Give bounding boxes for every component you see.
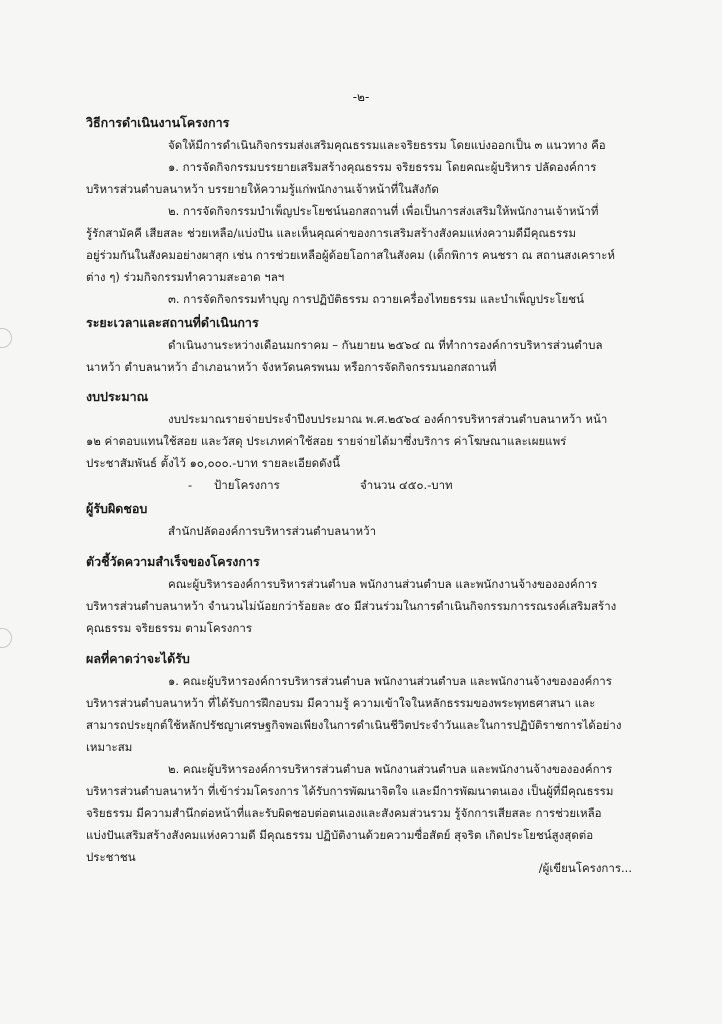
paragraph-line: ต่าง ๆ) ร่วมกิจกรรมทำความสะอาด ฯลฯ — [86, 270, 285, 284]
paragraph-line: สำนักปลัดองค์การบริหารส่วนตำบลนาหว้า — [168, 524, 377, 538]
paragraph-line: บริหารส่วนตำบลนาหว้า ที่ได้รับการฝึกอบรม มีความรู้ ความเข้าใจในหลักธรรมของพระพุทธศาสนา และ — [86, 696, 596, 710]
paragraph-line: นาหว้า ตำบลนาหว้า อำเภอนาหว้า จังหวัดนครพนม หรือการจัดกิจกรรมนอกสถานที่ — [86, 360, 497, 374]
paragraph-line: ๑. การจัดกิจกรรมบรรยายเสริมสร้างคุณธรรม จริยธรรม โดยคณะผู้บริหาร ปลัดองค์การ — [168, 160, 597, 174]
paragraph-line: งบประมาณรายจ่ายประจำปีงบประมาณ พ.ศ.๒๕๖๔ องค์การบริหารส่วนตำบลนาหว้า หน้า — [168, 412, 608, 426]
section-responsible — [86, 498, 676, 542]
section-heading: ตัวชี้วัดความสำเร็จของโครงการ — [86, 554, 260, 569]
paragraph-line: จริยธรรม มีความสำนึกต่อหน้าที่และรับผิดชอบต่อตนเองและสังคมส่วนรวม รู้จักการเสียสละ การช่วยเหลือ — [86, 806, 602, 820]
punch-hole-mark — [0, 628, 12, 648]
budget-item — [86, 474, 676, 496]
paragraph-line: บริหารส่วนตำบลนาหว้า บรรยายให้ความรู้แก่พนักงานเจ้าหน้าที่ในสังกัด — [86, 182, 439, 196]
paragraph-line: ๓. การจัดกิจกรรมทำบุญ การปฏิบัติธรรม ถวายเครื่องไทยธรรม และบำเพ็ญประโยชน์ — [168, 292, 584, 306]
paragraph-line: ประชาสัมพันธ์ ตั้งไว้ ๑๐,๐๐๐.-บาท รายละเอียดดังนี้ — [86, 456, 341, 470]
continuation-note: /ผู้เขียนโครงการ... — [538, 861, 632, 875]
paragraph-line: จัดให้มีการดำเนินกิจกรรมส่งเสริมคุณธรรมและจริยธรรม โดยแบ่งออกเป็น ๓ แนวทาง คือ — [168, 138, 606, 152]
section-methods — [86, 112, 676, 310]
paragraph-line: เหมาะสม — [86, 740, 133, 754]
section-heading: วิธีการดำเนินงานโครงการ — [86, 115, 230, 130]
section-budget — [86, 386, 676, 496]
section-expected-results — [86, 648, 676, 868]
paragraph-line: บริหารส่วนตำบลนาหว้า จำนวนไม่น้อยกว่าร้อยละ ๕๐ มีส่วนร่วมในการดำเนินกิจกรรมการรณรงค์เสริมสร้าง — [86, 599, 617, 613]
paragraph-line: ดำเนินงานระหว่างเดือนมกราคม – กันยายน ๒๕๖๔ ณ ที่ทำการองค์การบริหารส่วนตำบล — [168, 338, 603, 352]
paragraph-line: คณะผู้บริหารองค์การบริหารส่วนตำบล พนักงานส่วนตำบล และพนักงานจ้างขององค์การ — [168, 577, 598, 591]
paragraph-line: ๒. คณะผู้บริหารองค์การบริหารส่วนตำบล พนักงานส่วนตำบล และพนักงานจ้างขององค์การ — [168, 762, 613, 776]
section-indicators — [86, 551, 676, 639]
budget-item-dash: - — [188, 478, 193, 492]
paragraph-line: อยู่ร่วมกันในสังคมอย่างผาสุก เช่น การช่วยเหลือผู้ด้อยโอกาสในสังคม (เด็กพิการ คนชรา ณ สถานสงเคราะห์ — [86, 248, 615, 262]
paragraph-line: รู้รักสามัคคี เสียสละ ช่วยเหลือ/แบ่งปัน และเห็นคุณค่าของการเสริมสร้างสังคมแห่งความดีมีคุณธรรม — [86, 226, 577, 240]
paragraph-line: ประชาชน — [86, 850, 136, 864]
paragraph-line: ๑๒ ค่าตอบแทนใช้สอย และวัสดุ ประเภทค่าใช้สอย รายจ่ายได้มาซึ่งบริการ ค่าโฆษณาและเผยแพร่ — [86, 434, 567, 448]
section-schedule — [86, 312, 676, 378]
page-number: -๒- — [352, 90, 370, 104]
paragraph-line: ๒. การจัดกิจกรรมบำเพ็ญประโยชน์นอกสถานที่ เพื่อเป็นการส่งเสริมให้พนักงานเจ้าหน้าที่ — [168, 204, 599, 218]
budget-item-amount: จำนวน ๔๕๐.-บาท — [360, 478, 453, 492]
paragraph-line: คุณธรรม จริยธรรม ตามโครงการ — [86, 621, 252, 635]
paragraph-line: ๑. คณะผู้บริหารองค์การบริหารส่วนตำบล พนักงานส่วนตำบล และพนักงานจ้างขององค์การ — [168, 674, 612, 688]
budget-item-name: ป้ายโครงการ — [214, 478, 280, 492]
punch-hole-mark — [0, 328, 12, 348]
section-heading: งบประมาณ — [86, 389, 149, 404]
paragraph-line: สามารถประยุกต์ใช้หลักปรัชญาเศรษฐกิจพอเพียงในการดำเนินชีวิตประจำวันและในการปฏิบัติราชการได้อย่าง — [86, 718, 622, 732]
section-heading: ระยะเวลาและสถานที่ดำเนินการ — [86, 315, 259, 330]
paragraph-line: บริหารส่วนตำบลนาหว้า ที่เข้าร่วมโครงการ ได้รับการพัฒนาจิตใจ และมีการพัฒนาตนเอง เป็นผู้ที่มีคุณธรรม — [86, 784, 614, 798]
paragraph-line: แบ่งปันเสริมสร้างสังคมแห่งความดี มีคุณธรรม ปฏิบัติงานด้วยความซื่อสัตย์ สุจริต เกิดประโยชน์สูงสุดต่อ — [86, 828, 594, 842]
section-heading: ผู้รับผิดชอบ — [86, 501, 148, 516]
section-heading: ผลที่คาดว่าจะได้รับ — [86, 651, 190, 666]
